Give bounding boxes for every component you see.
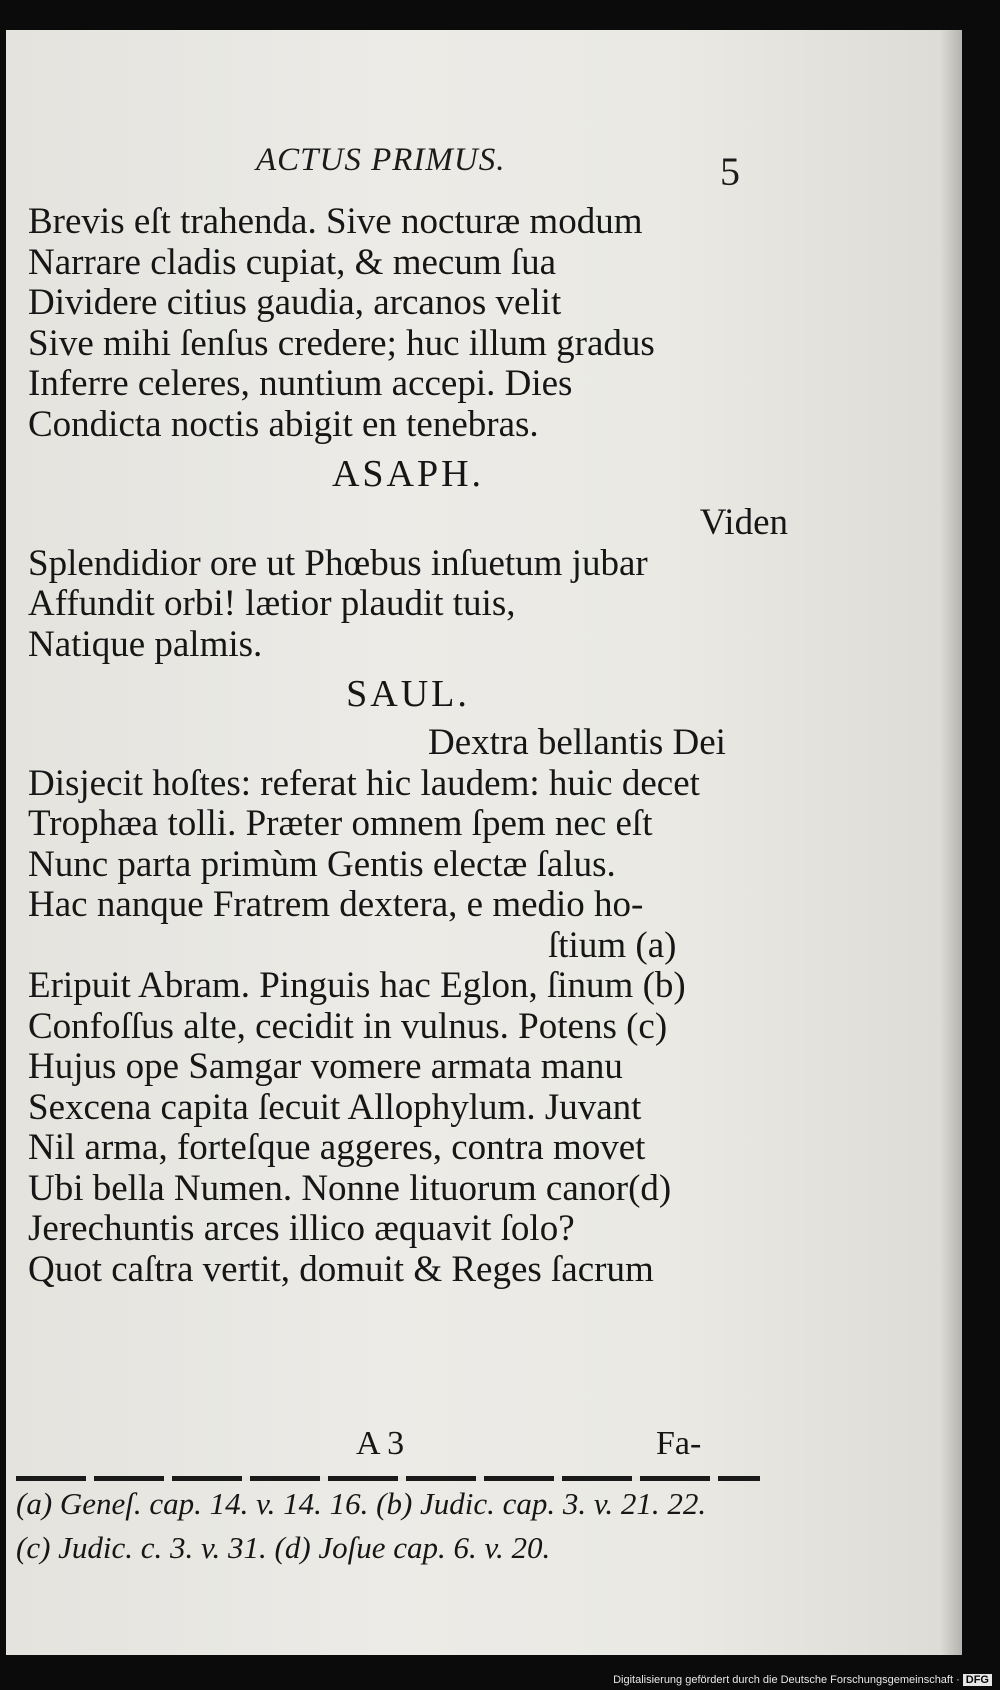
verse-line: Jerechuntis arces illico æquavit ſolo?: [28, 1208, 575, 1249]
verse-line: Affundit orbi! lætior plaudit tuis,: [28, 583, 516, 624]
page-fold-shadow: [940, 30, 962, 1655]
footnotes: [16, 1482, 776, 1570]
verse-line: Nil arma, forteſque aggeres, contra movet: [28, 1127, 646, 1168]
verse-line: Inferre celeres, nuntium accepi. Dies: [28, 363, 573, 404]
speaker-heading: ASAPH.: [331, 453, 485, 495]
verse-line: Splendidior ore ut Phœbus inſuetum jubar: [28, 542, 648, 584]
page-number: 5: [720, 149, 740, 194]
book-page: [6, 30, 962, 1655]
verse-line: Dextra bellantis Dei: [428, 722, 726, 763]
verse-line: Disjecit hoſtes: referat hic laudem: huic decet: [28, 762, 700, 804]
footnote-rule: [16, 1476, 760, 1481]
verse-line: Sexcena capita ſecuit Allophylum. Juvant: [28, 1086, 642, 1128]
verse-text: [28, 202, 788, 1290]
catchword: Fa-: [656, 1425, 702, 1462]
verse-line: Hujus ope Samgar vomere armata manu: [28, 1046, 623, 1087]
verse-line: Narrare cladis cupiat, & mecum ſua: [28, 241, 557, 283]
footnote-line: (c) Judic. c. 3. v. 31. (d) Joſue cap. 6. v. 20.: [16, 1530, 551, 1565]
verse-line: Trophæa tolli. Præter omnem ſpem nec eſt: [28, 803, 653, 844]
footnote-line: (a) Geneſ. cap. 14. v. 14. 16. (b) Judic. cap. 3. v. 21. 22.: [16, 1486, 707, 1521]
speaker-heading: SAUL.: [346, 673, 470, 715]
dfg-logo: DFG: [963, 1674, 992, 1686]
verse-line-turnover: ſtium (a): [548, 924, 677, 966]
verse-line: Confoſſus alte, cecidit in vulnus. Potens (c): [28, 1005, 668, 1047]
verse-line: Brevis eſt trahenda. Sive nocturæ modum: [28, 201, 643, 242]
verse-line: Natique palmis.: [28, 623, 263, 665]
verse-line: Quot caſtra vertit, domuit & Reges ſacrum: [28, 1248, 654, 1290]
verse-line: Hac nanque Fratrem dextera, e medio ho-: [28, 884, 644, 925]
verse-line: Condicta noctis abigit en tenebras.: [28, 403, 539, 445]
digitization-credit: [613, 1674, 992, 1686]
verse-line: Nunc parta primùm Gentis electæ ſalus.: [28, 843, 616, 885]
verse-line: Ubi bella Numen. Nonne lituorum canor(d): [28, 1167, 672, 1209]
verse-line: Viden: [699, 502, 788, 543]
credit-text: Digitalisierung gefördert durch die Deutsche Forschungsgemeinschaft ·: [613, 1674, 960, 1686]
verse-line: Eripuit Abram. Pinguis hac Eglon, ſinum (b): [28, 965, 686, 1006]
verse-line: Dividere citius gaudia, arcanos velit: [28, 282, 562, 323]
running-head: ACTUS PRIMUS.: [256, 142, 506, 178]
verse-line: Sive mihi ſenſus credere; huc illum gradus: [28, 322, 655, 364]
signature-mark: A 3: [356, 1425, 405, 1462]
